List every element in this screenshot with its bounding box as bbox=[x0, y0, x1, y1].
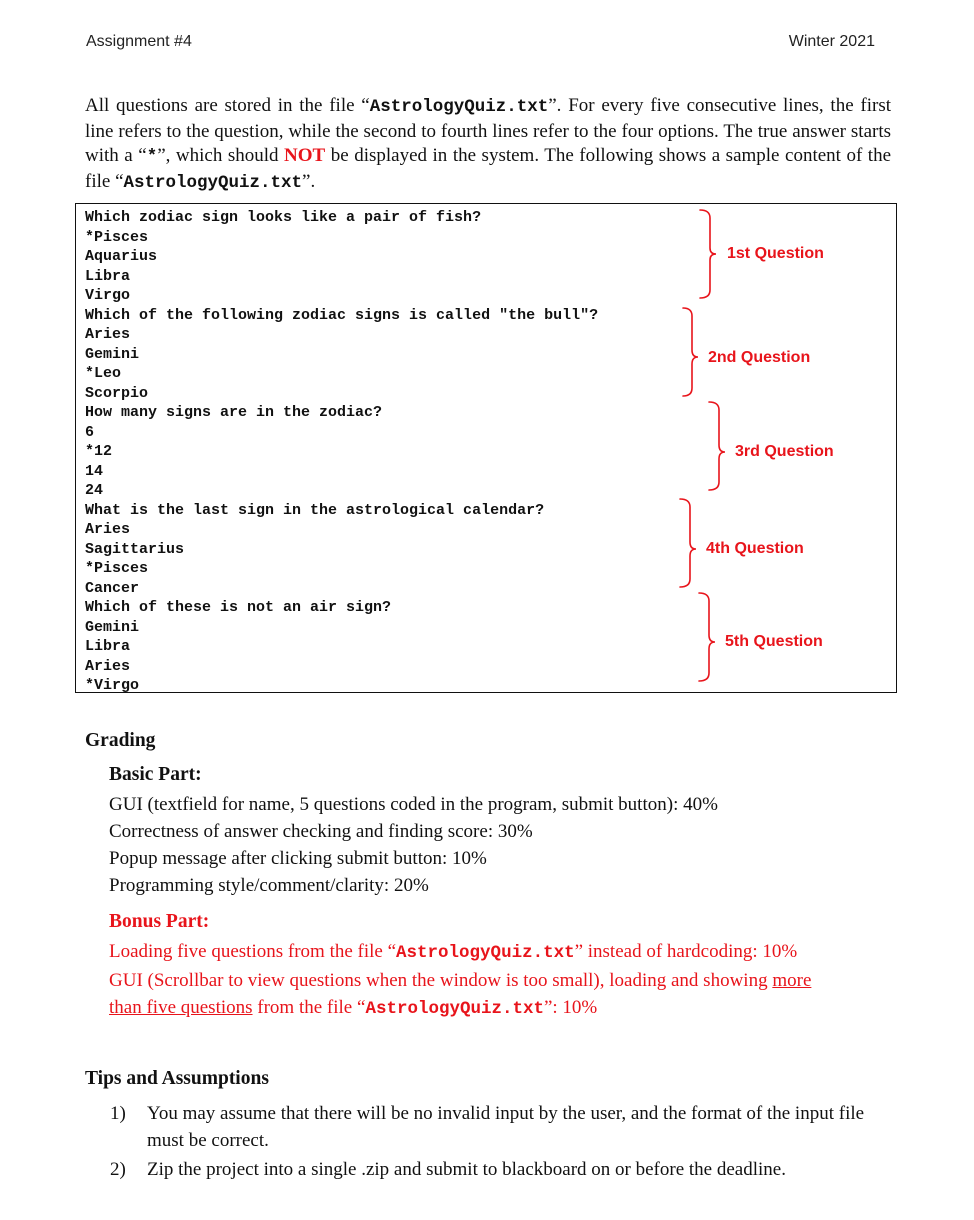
filename-code: AstrologyQuiz.txt bbox=[369, 97, 549, 117]
basic-part-list bbox=[109, 791, 718, 899]
not-emphasis: NOT bbox=[284, 145, 326, 166]
file-line: Cancer bbox=[85, 579, 140, 597]
file-line: Libra bbox=[85, 267, 131, 285]
file-line: Aries bbox=[85, 657, 131, 675]
file-line: How many signs are in the zodiac? bbox=[85, 404, 383, 421]
tip-item bbox=[110, 1156, 900, 1183]
question-label-4: 4th Question bbox=[706, 540, 804, 557]
header-term-label: Winter 2021 bbox=[788, 33, 875, 50]
tip-text: Zip the project into a single .zip and submit to blackboard on or before the deadline. bbox=[147, 1159, 786, 1180]
question-label-1: 1st Question bbox=[727, 245, 824, 262]
file-line: Virgo bbox=[85, 287, 131, 304]
bracket-q2 bbox=[683, 308, 698, 396]
basic-item: GUI (textfield for name, 5 questions coded in the program, submit button): 40% bbox=[109, 794, 718, 815]
intro-paragraph: All questions are stored in the file “AstrologyQuiz.txt”. For every five consecutive lines, the first line refers to the question, while the second to fourth lines refer to the four options. The true answer starts with a “*”, which should NOT be displayed in the system. The following shows a sample content of the file “AstrologyQuiz.txt”. bbox=[85, 95, 892, 193]
basic-item: Correctness of answer checking and finding score: 30% bbox=[109, 821, 533, 842]
header-assignment-label: Assignment #4 bbox=[86, 33, 192, 50]
file-line: Aries bbox=[85, 326, 131, 343]
file-line: What is the last sign in the astrological calendar? bbox=[85, 501, 545, 519]
bonus-item-1: Loading five questions from the file “AstrologyQuiz.txt” instead of hardcoding: 10% bbox=[109, 941, 798, 963]
question-label-5: 5th Question bbox=[725, 633, 823, 650]
file-line: *Pisces bbox=[85, 560, 149, 577]
file-line: Sagittarius bbox=[85, 540, 185, 558]
file-line: *Pisces bbox=[85, 228, 149, 246]
bonus-item-2: GUI (Scrollbar to view questions when the window is too small), loading and showing more bbox=[109, 970, 812, 991]
file-line: Aquarius bbox=[85, 248, 158, 265]
bracket-q1 bbox=[700, 210, 716, 298]
file-line: 14 bbox=[85, 462, 104, 480]
asterisk-code: * bbox=[146, 147, 158, 167]
file-line: Gemini bbox=[85, 618, 140, 636]
file-line: 24 bbox=[85, 482, 104, 499]
file-line: Gemini bbox=[85, 345, 140, 363]
bonus-part-list bbox=[109, 938, 811, 1023]
file-line: Scorpio bbox=[85, 384, 149, 402]
file-line: *Virgo bbox=[85, 677, 140, 694]
file-line: *Leo bbox=[85, 365, 122, 382]
basic-item: Popup message after clicking submit button: 10% bbox=[109, 848, 487, 869]
bonus-part-heading: Bonus Part: bbox=[109, 911, 210, 932]
file-line: Which of the following zodiac signs is called "the bull"? bbox=[85, 306, 599, 324]
bracket-q5 bbox=[699, 593, 715, 681]
tip-number: 1) bbox=[110, 1103, 126, 1124]
file-line: Libra bbox=[85, 638, 131, 655]
tips-heading: Tips and Assumptions bbox=[85, 1068, 269, 1089]
bracket-q4 bbox=[680, 499, 696, 587]
filename-code: AstrologyQuiz.txt bbox=[123, 172, 303, 193]
file-line: Which zodiac sign looks like a pair of fish? bbox=[85, 209, 482, 226]
basic-item: Programming style/comment/clarity: 20% bbox=[109, 875, 429, 896]
file-line: Aries bbox=[85, 521, 131, 538]
bracket-q3 bbox=[709, 402, 725, 490]
file-line: 6 bbox=[85, 423, 95, 441]
file-line: Which of these is not an air sign? bbox=[85, 599, 392, 616]
tip-text: You may assume that there will be no invalid input by the user, and the format of the input file must be correct. bbox=[147, 1103, 865, 1151]
grading-heading: Grading bbox=[85, 730, 156, 751]
question-label-3: 3rd Question bbox=[735, 443, 834, 460]
file-line: *12 bbox=[85, 443, 113, 460]
basic-part-heading: Basic Part: bbox=[109, 764, 202, 785]
tip-number: 2) bbox=[110, 1159, 126, 1180]
tip-item bbox=[110, 1100, 900, 1154]
question-label-2: 2nd Question bbox=[708, 349, 811, 366]
tips-list bbox=[110, 1100, 900, 1185]
bonus-item-2-cont: than five questions from the file “AstrologyQuiz.txt”: 10% bbox=[109, 997, 598, 1019]
